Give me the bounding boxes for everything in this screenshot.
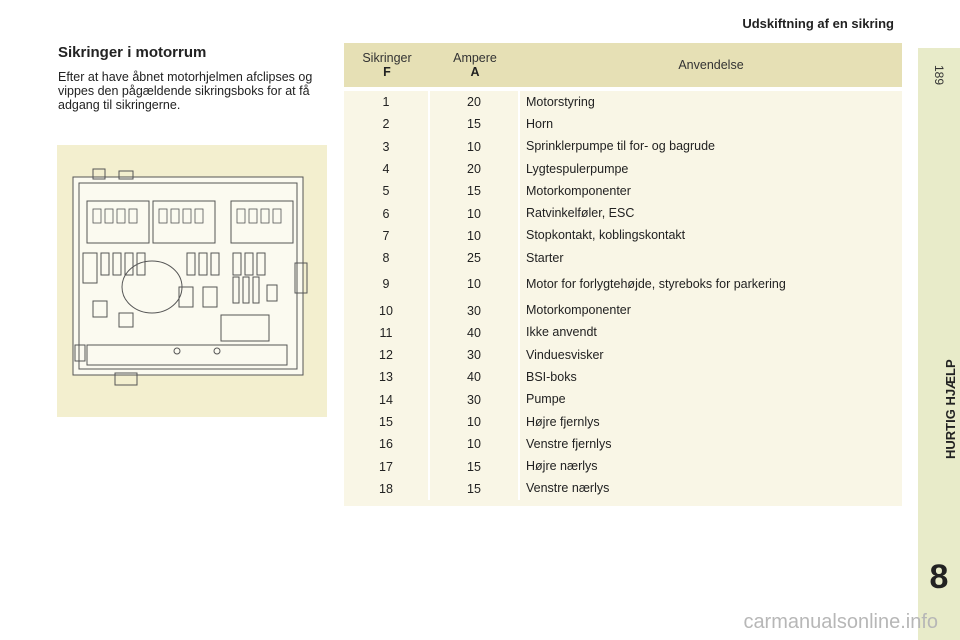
ampere-cell: 10 — [430, 202, 520, 224]
usage-cell: Vinduesvisker — [526, 347, 604, 362]
table-row — [344, 389, 902, 411]
fuse-number-cell: 13 — [344, 366, 430, 388]
usage-cell: Venstre nærlys — [526, 481, 610, 496]
usage-cell: Højre nærlys — [526, 459, 598, 474]
table-row — [344, 478, 902, 500]
page-header-title: Udskiftning af en sikring — [742, 16, 894, 31]
table-row — [344, 225, 902, 247]
table-row — [344, 299, 902, 321]
page-heading: Sikringer i motorrum — [58, 44, 207, 61]
usage-cell: Motor for forlygtehøjde, styreboks for parkering — [526, 276, 786, 291]
ampere-cell: 15 — [430, 455, 520, 477]
fuse-number-cell: 15 — [344, 411, 430, 433]
table-row — [344, 202, 902, 224]
ampere-cell: 15 — [430, 478, 520, 500]
usage-cell: Starter — [526, 250, 564, 265]
fuse-box-drawing — [57, 145, 327, 417]
fuse-number-cell: 7 — [344, 225, 430, 247]
ampere-cell: 15 — [430, 180, 520, 202]
usage-cell: Motorstyring — [526, 94, 595, 109]
fuse-number-cell: 16 — [344, 433, 430, 455]
ampere-cell: 15 — [430, 113, 520, 135]
fuse-number-cell: 5 — [344, 180, 430, 202]
header-ampere-unit: A — [470, 65, 480, 79]
fuse-number-cell: 3 — [344, 136, 430, 158]
ampere-cell: 10 — [430, 411, 520, 433]
header-usage — [520, 43, 902, 87]
chapter-number: 8 — [929, 558, 949, 596]
ampere-cell: 30 — [430, 299, 520, 321]
table-row — [344, 366, 902, 388]
section-title-vertical: HURTIG HJÆLP — [943, 359, 958, 459]
fuse-number-cell: 14 — [344, 389, 430, 411]
chapter-sidebar — [918, 0, 960, 640]
sidebar-top-blank — [918, 0, 960, 48]
table-row — [344, 91, 902, 113]
page-number: 189 — [932, 64, 946, 86]
header-usage-label: Anvendelse — [678, 58, 744, 72]
fuse-number-cell: 9 — [344, 269, 430, 299]
usage-cell: Ratvinkelføler, ESC — [526, 206, 635, 221]
table-row — [344, 433, 902, 455]
usage-cell: Lygtespulerpumpe — [526, 161, 629, 176]
usage-cell: Stopkontakt, koblingskontakt — [526, 228, 686, 243]
fuse-number-cell: 18 — [344, 478, 430, 500]
usage-cell: Sprinklerpumpe til for- og bagrude — [526, 139, 715, 154]
table-row — [344, 113, 902, 135]
table-row — [344, 180, 902, 202]
usage-cell: Horn — [526, 116, 554, 131]
usage-cell: BSI-boks — [526, 369, 577, 384]
ampere-cell: 10 — [430, 433, 520, 455]
fuse-number-cell: 2 — [344, 113, 430, 135]
fuse-number-cell: 12 — [344, 344, 430, 366]
table-row — [344, 322, 902, 344]
fuse-number-cell: 11 — [344, 322, 430, 344]
table-row — [344, 158, 902, 180]
usage-cell: Pumpe — [526, 392, 566, 407]
usage-cell: Ikke anvendt — [526, 325, 597, 340]
fuse-table-header — [344, 43, 902, 87]
ampere-cell: 20 — [430, 158, 520, 180]
ampere-cell: 30 — [430, 344, 520, 366]
table-row — [344, 344, 902, 366]
usage-cell: Højre fjernlys — [526, 414, 600, 429]
header-ampere — [430, 43, 520, 87]
usage-cell: Venstre fjernlys — [526, 436, 612, 451]
fuse-number-cell: 10 — [344, 299, 430, 321]
table-row — [344, 136, 902, 158]
header-fuse — [344, 43, 430, 87]
fuse-table-body — [344, 91, 902, 506]
ampere-cell: 40 — [430, 322, 520, 344]
table-row — [344, 269, 902, 299]
ampere-cell: 30 — [430, 389, 520, 411]
ampere-cell: 20 — [430, 91, 520, 113]
fuse-number-cell: 6 — [344, 202, 430, 224]
ampere-cell: 10 — [430, 225, 520, 247]
fuse-number-cell: 17 — [344, 455, 430, 477]
ampere-cell: 10 — [430, 136, 520, 158]
ampere-cell: 10 — [430, 269, 520, 299]
fuse-box-illustration — [57, 145, 327, 417]
table-row — [344, 455, 902, 477]
header-fuse-unit: F — [383, 65, 391, 79]
fuse-number-cell: 1 — [344, 91, 430, 113]
intro-paragraph: Efter at have åbnet motorhjelmen afclipses og vippes den pågældende sikringsboks for at få adgang til sikringerne. — [58, 70, 313, 112]
fuse-number-cell: 8 — [344, 247, 430, 269]
fuse-table — [344, 43, 902, 506]
header-fuse-label: Sikringer — [362, 51, 412, 65]
table-row — [344, 411, 902, 433]
usage-cell: Motorkomponenter — [526, 303, 631, 318]
table-row — [344, 247, 902, 269]
fuse-number-cell: 4 — [344, 158, 430, 180]
header-ampere-label: Ampere — [453, 51, 497, 65]
watermark-text: carmanualsonline.info — [743, 611, 938, 633]
usage-cell: Motorkomponenter — [526, 183, 631, 198]
ampere-cell: 40 — [430, 366, 520, 388]
ampere-cell: 25 — [430, 247, 520, 269]
